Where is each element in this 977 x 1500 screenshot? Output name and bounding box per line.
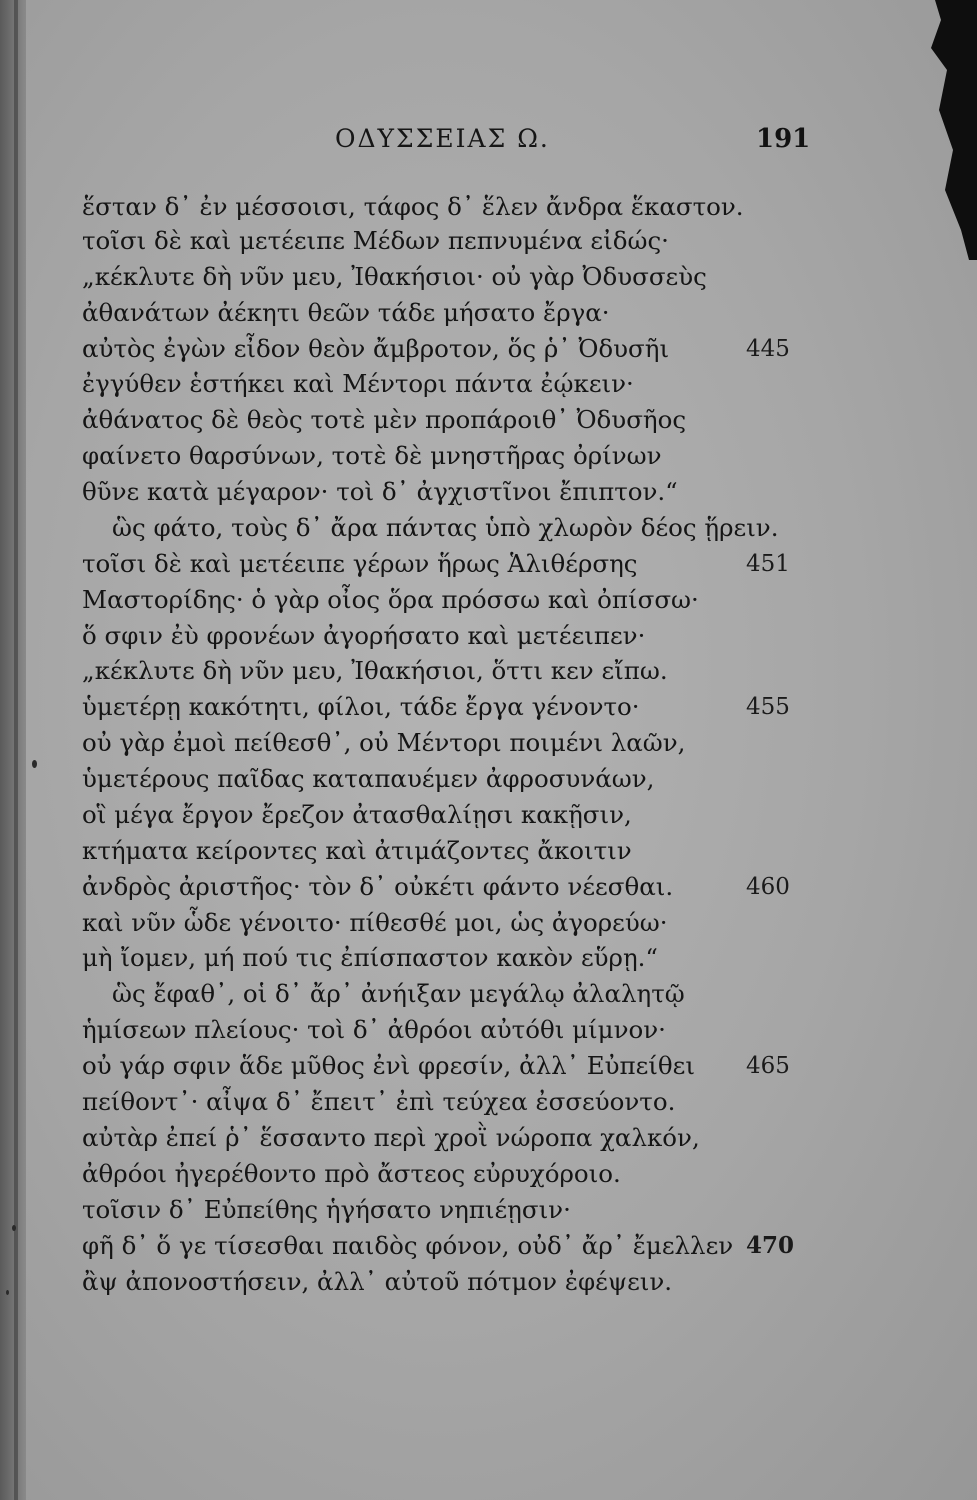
verse-line: πείθοντ᾽· αἶψα δ᾽ ἔπειτ᾽ ἐπὶ τεύχεα ἐσσεύοντο. bbox=[82, 1087, 676, 1116]
verse-line: τοῖσι δὲ καὶ μετέειπε Μέδων πεπνυμένα εἰδώς· bbox=[82, 226, 669, 255]
verse-line: „κέκλυτε δὴ νῦν μευ, Ἰθακήσιοι, ὅττι κεν εἴπω. bbox=[82, 656, 668, 685]
line-number: 455 bbox=[746, 694, 790, 720]
verse-line: αὐτὰρ ἐπεί ῥ᾽ ἕσσαντο περὶ χροῒ νώροπα χαλκόν, bbox=[82, 1123, 700, 1152]
verse-line: ἕσταν δ᾽ ἐν μέσσοισι, τάφος δ᾽ ἕλεν ἄνδρα ἕκαστον. bbox=[82, 192, 744, 221]
verse-line: οὐ γάρ σφιν ἅδε μῦθος ἐνὶ φρεσίν, ἀλλ᾽ Εὐπείθει bbox=[82, 1051, 695, 1080]
line-number: 445 bbox=[746, 336, 790, 362]
verse-line: μὴ ἴομεν, μή πού τις ἐπίσπαστον κακὸν εὕρῃ.“ bbox=[82, 943, 658, 972]
verse-line: „κέκλυτε δὴ νῦν μευ, Ἰθακήσιοι· οὐ γὰρ Ὀδυσσεὺς bbox=[82, 262, 707, 291]
verse-line: ἂψ ἀπονοστήσειν, ἀλλ᾽ αὐτοῦ πότμον ἐφέψειν. bbox=[82, 1267, 673, 1296]
verse-line: ὣς ἔφαθ᾽, οἱ δ᾽ ἄρ᾽ ἀνήιξαν μεγάλῳ ἀλαλητῷ bbox=[112, 979, 685, 1008]
verse-line: θῦνε κατὰ μέγαρον· τοὶ δ᾽ ἀγχιστῖνοι ἔπιπτον.“ bbox=[82, 477, 678, 506]
verse-line: ὑμετέρους παῖδας καταπαυέμεν ἀφροσυνάων, bbox=[82, 764, 655, 793]
verse-line: τοῖσιν δ᾽ Εὐπείθης ἡγήσατο νηπιέῃσιν· bbox=[82, 1195, 571, 1224]
verse-line: οὐ γὰρ ἐμοὶ πείθεσθ᾽, οὐ Μέντορι ποιμένι λαῶν, bbox=[82, 728, 686, 757]
running-head: ΟΔΥΣΣΕΙΑΣ Ω. bbox=[335, 124, 550, 153]
verse-line: ὣς φάτο, τοὺς δ᾽ ἄρα πάντας ὑπὸ χλωρὸν δέος ᾕρειν. bbox=[112, 513, 779, 542]
verse-line: φῆ δ᾽ ὅ γε τίσεσθαι παιδὸς φόνον, οὐδ᾽ ἄρ᾽ ἔμελλεν bbox=[82, 1231, 734, 1260]
line-number: 460 bbox=[746, 874, 790, 900]
verse-line: ἡμίσεων πλείους· τοὶ δ᾽ ἀθρόοι αὐτόθι μίμνον· bbox=[82, 1015, 666, 1044]
verse-line: ἀθρόοι ἠγερέθοντο πρὸ ἄστεος εὐρυχόροιο. bbox=[82, 1159, 621, 1188]
verse-line: ὅ σφιν ἐὺ φρονέων ἀγορήσατο καὶ μετέειπεν· bbox=[82, 621, 646, 650]
verse-line: ἀθάνατος δὲ θεὸς τοτὲ μὲν προπάροιθ᾽ Ὀδυσῆος bbox=[82, 405, 687, 434]
verse-line: τοῖσι δὲ καὶ μετέειπε γέρων ἥρως Ἁλιθέρσης bbox=[82, 549, 638, 578]
verse-line: φαίνετο θαρσύνων, τοτὲ δὲ μνηστῆρας ὀρίνων bbox=[82, 441, 662, 470]
ink-speck bbox=[32, 760, 37, 768]
line-number: 470 bbox=[746, 1232, 795, 1259]
verse-line: κτήματα κείροντες καὶ ἀτιμάζοντες ἄκοιτιν bbox=[82, 836, 632, 865]
ink-speck bbox=[6, 1290, 9, 1295]
line-number: 465 bbox=[746, 1053, 790, 1079]
verse-line: ἀνδρὸς ἀριστῆος· τὸν δ᾽ οὐκέτι φάντο νέεσθαι. bbox=[82, 872, 674, 901]
line-number: 451 bbox=[746, 551, 790, 577]
verse-line: ἀθανάτων ἀέκητι θεῶν τάδε μήσατο ἔργα· bbox=[82, 298, 610, 327]
verse-line: ἐγγύθεν ἑστήκει καὶ Μέντορι πάντα ἐῴκειν· bbox=[82, 369, 634, 398]
ink-speck bbox=[12, 1225, 16, 1231]
verse-line: Μαστορίδης· ὁ γὰρ οἶος ὅρα πρόσσω καὶ ὀπίσσω· bbox=[82, 585, 699, 614]
page-number: 191 bbox=[756, 124, 811, 154]
verse-line: καὶ νῦν ὧδε γένοιτο· πίθεσθέ μοι, ὡς ἀγορεύω· bbox=[82, 908, 668, 937]
verse-line: οἳ μέγα ἔργον ἔρεζον ἀτασθαλίῃσι κακῇσιν, bbox=[82, 800, 632, 829]
verse-line: αὐτὸς ἐγὼν εἶδον θεὸν ἄμβροτον, ὅς ῥ᾽ Ὀδυσῆι bbox=[82, 334, 670, 363]
verse-line: ὑμετέρῃ κακότητι, φίλοι, τάδε ἔργα γένοντο· bbox=[82, 692, 640, 721]
